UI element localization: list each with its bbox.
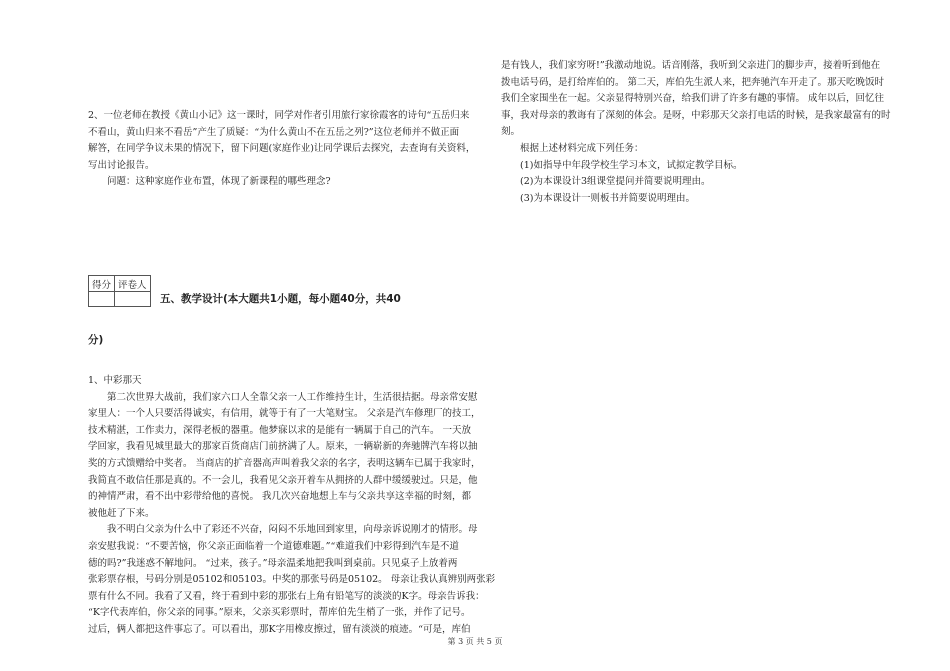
story-line: 我简直不敢信任那是真的。不一会儿，我看见父亲开着车从拥挤的人群中缓缓驶过。只是，他	[88, 474, 478, 486]
grader-header: 评卷人	[115, 276, 151, 292]
story-continuation-line: 是有钱人，我们家穷呀!”我激动地说。话音刚落，我听到父亲进门的脚步声，接着听到他在	[501, 60, 881, 71]
story-continuation-line: 我们全家围坐在一起。父亲显得特别兴奋，给我们讲了许多有趣的事情。 成年以后，回忆往	[501, 93, 885, 105]
story-line: 亲安慰我说：“不要苦恼，你父亲正面临着一个道德难题。”“难道我们中彩得到汽车是不道	[88, 540, 459, 552]
story-line: 被他赶了下来。	[88, 507, 155, 519]
story-line: 张彩票存根，号码分别是05102和05103。中奖的那张号码是05102。 母亲让我认真辨别两张彩	[88, 574, 496, 586]
story-line: 家里人：一个人只要活得诚实，有信用，就等于有了一大笔财宝。 父亲是汽车修理厂的技工，	[88, 408, 481, 420]
story-heading: 1、中彩那天	[88, 375, 142, 386]
task-item: (1)如指导中年段学校生学习本文，试拟定教学目标。	[520, 159, 743, 171]
grader-cell	[115, 292, 151, 307]
task-item: (2)为本课设计3组课堂提问并简要说明理由。	[520, 176, 711, 188]
story-line: 我不明白父亲为什么中了彩还不兴奋，闷闷不乐地回到家里，向母亲诉说刚才的情形。母	[107, 524, 478, 536]
question-2-line: 解答，在同学争议未果的情况下，留下问题(家庭作业)让同学课后去探究，去查询有关资料，	[88, 143, 476, 155]
story-line: 德的吗?”我迷惑不解地问。 “过来，孩子。”母亲温柔地把我叫到桌前。只见桌子上放着两	[88, 557, 458, 569]
story-line: 奖的方式馈赠给中奖者。 当商店的扩音器高声叫着我父亲的名字，表明这辆车已属于我家时，	[88, 457, 481, 469]
story-line: 技术精湛，工作卖力，深得老板的器重。他梦寐以求的是能有一辆属于自己的汽车。 一天放	[88, 424, 472, 436]
story-block	[88, 373, 496, 639]
story-line: 第二次世界大战前，我们家六口人全靠父亲一人工作维持生计，生活很拮据。母亲常安慰	[107, 391, 478, 403]
section-title: 五、教学设计(本大题共1小题，每小题40分，共40	[160, 293, 401, 305]
question-2-prompt: 问题：这种家庭作业布置，体现了新课程的哪些理念?	[107, 176, 331, 188]
question-2-line: 写出讨论报告。	[88, 159, 155, 171]
question-2-line: 2、一位老师在教授《黄山小记》这一课时，同学对作者引用旅行家徐霞客的诗句“五岳归来	[88, 110, 470, 121]
task-intro: 根据上述材料完成下列任务：	[520, 142, 644, 154]
score-header: 得分	[89, 276, 115, 292]
score-table	[88, 275, 151, 307]
story-continuation-line: 事，我对母亲的教诲有了深刻的体会。是呀，中彩那天父亲打电话的时候，是我家最富有的时	[501, 109, 891, 121]
task-item: (3)为本课设计一则板书并简要说明理由。	[520, 192, 695, 204]
story-line: “K字代表库伯，你父亲的同事。”原来，父亲买彩票时，帮库伯先生梢了一张，并作了记号。	[88, 607, 471, 619]
score-cell	[89, 292, 115, 307]
story-line: 过后，俩人都把这件事忘了。可以看出，那K字用橡皮擦过，留有淡淡的痕迹。“可是，库伯	[88, 623, 471, 635]
story-line: 的神情严肃，看不出中彩带给他的喜悦。 我几次兴奋地想上车与父亲共享这幸福的时刻，都	[88, 491, 472, 503]
story-line: 票有什么不同。我看了又看，终于看到中彩的那张右上角有铅笔写的淡淡的K字。母亲告诉我：	[88, 590, 485, 602]
question-2-line: 不看山，黄山归来不看岳”产生了质疑：“为什么黄山不在五岳之列?”这位老师并不做正面	[88, 126, 460, 138]
story-continuation-line: 拨电话号码，是打给库伯的。 第二天，库伯先生派人来，把奔驰汽车开走了。那天吃晚饭时	[501, 76, 885, 88]
story-line: 学回家，我看见城里最大的那家百货商店门前挤满了人。原来，一辆崭新的奔驰牌汽车将以抽	[88, 441, 478, 453]
page-number: 第 3 页 共 5 页	[447, 637, 503, 646]
question-2-block	[88, 108, 496, 191]
section-title-tail: 分)	[88, 334, 104, 346]
right-column	[501, 58, 909, 207]
story-continuation-line: 刻。	[501, 126, 521, 138]
